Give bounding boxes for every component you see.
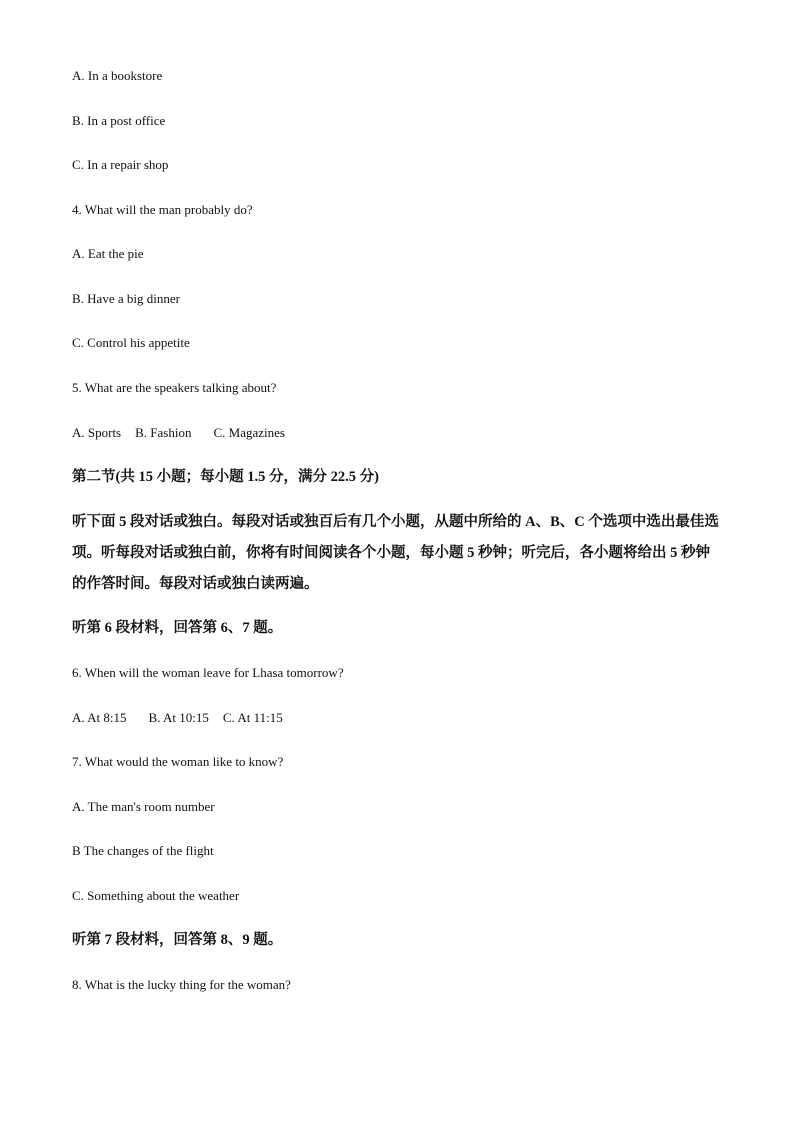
q6-question: 6. When will the woman leave for Lhasa tomorrow? — [72, 665, 344, 680]
material7-heading: 听第 7 段材料，回答第 8、9 题。 — [72, 932, 283, 948]
q3-option-c: C. In a repair shop — [72, 157, 169, 172]
section2-instructions: 听下面 5 段对话或独白。每段对话或独百后有几个小题，从题中所给的 A、B、C 个选项中选出最佳选项。听每段对话或独白前，你将有时间阅读各个小题，每小题 5 秒钟；听完后，各小题将给出 5 秒钟的作答时间。每段对话或独白读两遍。 — [72, 514, 719, 592]
q4-question: 4. What will the man probably do? — [72, 202, 253, 217]
q5-option-b: B. Fashion — [135, 425, 192, 440]
q7-option-a: A. The man's room number — [72, 799, 215, 814]
q7-question: 7. What would the woman like to know? — [72, 754, 284, 769]
q5-option-c: C. Magazines — [213, 425, 285, 440]
q6-option-c: C. At 11:15 — [222, 710, 283, 725]
q7-option-c: C. Something about the weather — [72, 888, 240, 903]
q6-options — [72, 710, 283, 726]
q5-options — [72, 425, 285, 441]
q4-option-c: C. Control his appetite — [72, 335, 190, 350]
section2-heading: 第二节(共 15 小题；每小题 1.5 分，满分 22.5 分) — [72, 469, 379, 485]
q3-option-b: B. In a post office — [72, 113, 166, 128]
q8-question: 8. What is the lucky thing for the woman? — [72, 977, 291, 992]
q5-option-a: A. Sports — [72, 425, 122, 440]
q3-option-a: A. In a bookstore — [72, 68, 163, 83]
material6-heading: 听第 6 段材料，回答第 6、7 题。 — [72, 620, 283, 636]
q6-option-b: B. At 10:15 — [148, 710, 209, 725]
q4-option-a: A. Eat the pie — [72, 246, 144, 261]
q7-option-b: B The changes of the flight — [72, 843, 214, 858]
q6-option-a: A. At 8:15 — [72, 710, 127, 725]
q5-question: 5. What are the speakers talking about? — [72, 380, 277, 395]
q4-option-b: B. Have a big dinner — [72, 291, 180, 306]
